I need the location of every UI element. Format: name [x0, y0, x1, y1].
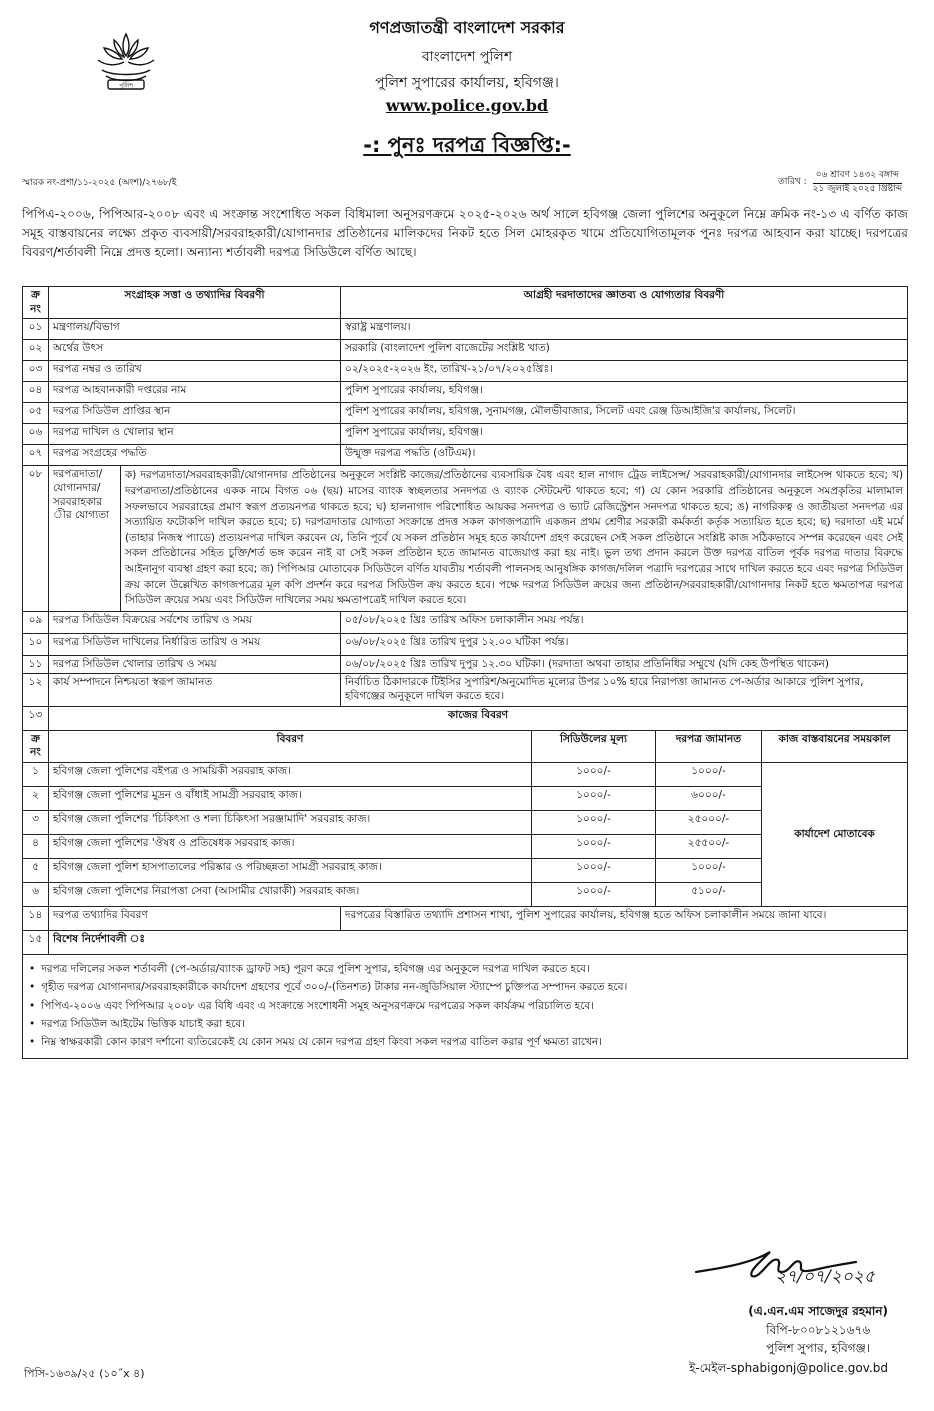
signatory-name: (এ.এন.এম সাজেদুর রহমান): [748, 1304, 888, 1318]
signatory-designation: পুলিশ সুপার, হবিগঞ্জ।: [766, 1341, 871, 1356]
government-name: গণপ্রজাতন্ত্রী বাংলাদেশ সরকার: [369, 18, 565, 37]
date-label: তারিখ :: [777, 176, 807, 187]
signatory-block: [748, 1302, 888, 1358]
bullet-icon: •: [29, 962, 36, 975]
work-header-row: ক্র নং বিবরণ সিডিউলের মূল্য দরপত্র জামানত কাজ বাস্তবায়নের সময়কাল: [23, 730, 908, 762]
table-row: ০৫ দরপত্র সিডিউল প্রাপ্তির স্থান পুলিশ সুপারের কার্যালয়, হবিগঞ্জ, সুনামগঞ্জ, মৌলভীবাজার, সিলেট এবং রেঞ্জ ডিআইজি'র কার্যালয়, সিলেট।: [23, 403, 908, 424]
table-row: ০৬ দরপত্র দাখিল ও খোলার স্থান পুলিশ সুপারের কার্যালয়, হবিগঞ্জ।: [23, 424, 908, 445]
work-item-row: ৩ হবিগঞ্জ জেলা পুলিশের 'চিকিৎসা ও শল্য চিকিৎসা সরঞ্জামাদি' সরবরাহ কাজ। ১০০০/- ২৫০০০/-: [23, 810, 908, 834]
work-item-row: ৪ হবিগঞ্জ জেলা পুলিশের 'ঔষধ ও প্রতিষেধক সরবরাহ কাজ। ১০০০/- ২৫৫০০/-: [23, 834, 908, 858]
work-period: কার্যাদেশ মোতাবেক: [762, 762, 908, 906]
table-row: ০১ মন্ত্রণালয়/বিভাগ স্বরাষ্ট্র মন্ত্রণালয়।: [23, 319, 908, 340]
instructions-row: [23, 954, 908, 1058]
table-row: ১৪ দরপত্র তথ্যাদির বিবরণ দরপত্রের বিস্তারিত তথ্যাদি প্রশাসন শাখা, পুলিশ সুপারের কার্যালয়, হবিগঞ্জ হতে অফিস চলাকালীন সময়ে জানা যাবে।: [23, 906, 908, 930]
work-item-row: ২ হবিগঞ্জ জেলা পুলিশের মুদ্রন ও বাঁধাই সামগ্রী সরবরাহ কাজ। ১০০০/- ৬০০০/-: [23, 786, 908, 810]
bullet-icon: •: [29, 981, 36, 994]
table-header-row: [23, 287, 908, 319]
work-item-row: ৫ হবিগঞ্জ জেলা পুলিশ হাসপাতালের পরিষ্কার ও পরিচ্ছন্নতা সামগ্রী সরবরাহ কাজ। ১০০০/- ১০০০/-: [23, 858, 908, 882]
list-item: • পিপিএ-২০০৬ এবং পিপিআর ২০০৮ এর বিধি এবং এ সংক্রান্তে সংশোধনী সমূহ অনুসরণক্রমে দরপত্রের সকল কার্যক্রম পরিচালিত হবে।: [29, 997, 901, 1015]
list-item: • দরপত্র সিডিউল আইটেম ভিত্তিক যাচাই করা হবে।: [29, 1015, 901, 1033]
instructions-title: বিশেষ নির্দেশাবলী ঃ: [49, 930, 908, 954]
notice-title: -: পুনঃ দরপত্র বিজ্ঞপ্তি:-: [363, 133, 571, 157]
bullet-icon: •: [29, 999, 36, 1012]
work-section-title: কাজের বিবরণ: [49, 706, 908, 730]
signatory-email[interactable]: ই-মেইল-sphabigonj@police.gov.bd: [689, 1361, 888, 1375]
work-item-row: ৬ হবিগঞ্জ জেলা পুলিশের নিরাপত্তা সেবা (আসামীর খোরাকী) সরবরাহ কাজ। ১০০০/- ৫১০০/-: [23, 882, 908, 906]
instructions-header-row: ১৫ বিশেষ নির্দেশাবলী ঃ: [23, 930, 908, 954]
bullet-icon: •: [29, 1036, 36, 1049]
col-entity: সংগ্রাহক সত্তা ও তথ্যাদির বিবরণী: [49, 287, 341, 319]
date-english: ২১ জুলাই ২০২৫ খ্রিষ্টাব্দ: [812, 183, 902, 194]
table-row: ১১ দরপত্র সিডিউল খোলার তারিখ ও সময় ০৬/০৮/২০২৫ খ্রিঃ তারিখ দুপুর ১২.৩০ ঘটিকা। (দরদাতা অথবা তাহার প্রতিনিধির সম্মুখে (যদি কেহ উপস্থিত থাকেন): [23, 655, 908, 674]
table-row: ০২ অর্থের উৎস সরকারি (বাংলাদেশ পুলিশ বাজেটের সংশ্লিষ্ট খাত): [23, 340, 908, 361]
col-details: আগ্রহী দরদাতাদের জ্ঞাতব্য ও যোগ্যতার বিবরণী: [341, 287, 908, 319]
table-row: ০৯ দরপত্র সিডিউল বিক্রয়ের সর্বশেষ তারিখ ও সময় ০৫/০৮/২০২৫ খ্রিঃ তারিখ অফিস চলাকালীন সময় পর্যন্ত।: [23, 611, 908, 633]
website-link[interactable]: www.police.gov.bd: [385, 96, 549, 115]
svg-text:পুলিশ: পুলিশ: [119, 82, 133, 90]
intro-paragraph: পিপিএ-২০০৬, পিপিআর-২০০৮ এবং এ সংক্রান্ত সংশোধিত সকল বিধিমালা অনুসরণক্রমে ২০২৫-২০২৬ অর্থ সালে হবিগঞ্জ জেলা পুলিশের অনুকূলে নিম্নে ক্রমিক নং-১৩ এ বর্ণিত কাজ সমূহ বাস্তবায়নের লক্ষ্যে প্রকৃত ব্যবসায়ী/সরবরাহকারী/যোগানদার প্রতিষ্ঠানের মালিকদের নিকট হতে সিল মোহরকৃত খামে প্রতিযোগিতামূলক পুনঃ দরপত্র আহবান করা যাচ্ছে। দরপত্রের বিবরণ/শর্তাবলী নিম্নে প্রদত্ত হলো। অন্যান্য শর্তাবলী দরপত্র সিডিউলে বর্ণিত আছে।: [22, 207, 908, 259]
signature-date: ২৭/০৭/২০২৫: [775, 1267, 875, 1287]
list-item: • গৃহীত দরপত্র যোগানদার/সরবরাহকারীকে কার্যাদেশ গ্রহণের পূর্বে ৩০০/-(তিনশত) টাকার নন-জুডিসিয়াল স্ট্যাম্পে চুক্তিপত্র সম্পাদন করতে হবে।: [29, 978, 901, 996]
table-row: ০৭ দরপত্র সংগ্রহের পদ্ধতি উন্মুক্ত দরপত্র পদ্ধতি (ওটিএম)।: [23, 445, 908, 466]
memo-number: স্মারক নং-প্রশা/১১-২০২৫ (অংশ)/২৭৬৮/ই: [22, 178, 177, 188]
tender-table: [22, 286, 908, 1059]
table-row: ০৪ দরপত্র আহবানকারী দপ্তরের নাম পুলিশ সুপারের কার্যালয়, হবিগঞ্জ।: [23, 382, 908, 403]
work-section-row: ১৩ কাজের বিবরণ: [23, 706, 908, 730]
table-row: ০৩ দরপত্র নম্বর ও তারিখ ০২/২০২৫-২০২৬ ইং, তারিখ-২১/০৭/২০২৫খ্রিঃ।: [23, 361, 908, 382]
print-code: পিসি-১৬৩৯/২৫ (১০˝x ৪): [24, 1367, 145, 1380]
qualification-label: দরপত্রদাতা/ যোগানদার/ সরবরাহকার ীর যোগ্যতা: [49, 466, 121, 611]
office-name: পুলিশ সুপারের কার্যালয়, হবিগঞ্জ।: [375, 75, 559, 91]
notice-date: [778, 170, 902, 195]
table-row: ১২ কার্য সম্পাদনে নিশ্চয়তা স্বরূপ জামানত নির্বাচিত ঠিকাদারকে টিইসির সুপারিশ/অনুমোদিত মূল্যের উপর ১০% হারে নিরাপত্তা জামানত পে-অর্ডার আকারে পুলিশ সুপার, হবিগঞ্জের অনুকূলে দাখিল করতে হবে।: [23, 674, 908, 706]
table-row: ১০ দরপত্র সিডিউল দাখিলের নির্ধারিত তারিখ ও সময় ০৬/০৮/২০২৫ খ্রিঃ তারিখ দুপুর ১২.০০ ঘটিকা পর্যন্ত।: [23, 633, 908, 655]
work-item-row: ১ হবিগঞ্জ জেলা পুলিশের বইপত্র ও সাময়িকী সরবরাহ কাজ। ১০০০/- ১০০০/- কার্যাদেশ মোতাবেক: [23, 762, 908, 786]
table-row-qualification: ০৮ দরপত্রদাতা/ যোগানদার/ সরবরাহকার ীর যোগ্যতা ক) দরপত্রদাতা/সরবরাহকারী/যোগানদার প্রতিষ্ঠানের অনুকূলে সংশ্লিষ্ট কাজের/প্রতিষ্ঠানের ব্যবসায়িক বৈধ এবং হাল নাগাদ ট্রেড লাইসেন্স/ সরবরাহকারী/যোগানদার লাইসেন্স থাকতে হবে; খ) দরপত্রদাতা/প্রতিষ্ঠানের একক নামে বিগত ০৬ (ছয়) মাসের ব্যাংক স্বচ্ছলতার সনদপত্র ও ব্যাংক স্টেটমেন্ট থাকতে হবে; গ) যে কোন সরকারি প্রতিষ্ঠানের অনুকূলে সমপ্রকৃতির মালামাল সফলভাবে সরবরাহের প্রমাণ স্বরূপ প্রত্যয়নপত্র থাকতে হবে; ঘ) হালনাগাদ পরিশোধিত আয়কর সনদপত্র ও ভ্যাট রেজিস্ট্রেশন সনদপত্র থাকতে হবে; ঙ) নাগরিকত্ব ও জাতীয়তা সনদপত্র এর সত্যায়িত ফটোকপি দাখিল করতে হবে; চ) দরপত্রদাতার যোগ্যতা সংক্রান্তে প্রদত্ত সকল কাগজপত্রাদি একজন প্রথম শ্রেণীর সরকারী কর্মকর্তা কর্তৃক সত্যায়িত হতে হবে; ছ) দরদাতা এই মর্মে (তাহার নিজস্ব প্যাডে) প্রত্যয়নপত্র দাখিল করবেন যে, তিনি পূর্বে যে সকল প্রতিষ্ঠান সমূহ হতে কার্যাদেশ গ্রহণ করেছেন সেই সকল প্রতিষ্ঠানে সংশ্লিষ্ট কাজ সঠিকভাবে সম্পন্ন করেছেন এবং সেই সকল প্রতিষ্ঠানের সহিত চুক্তি/শর্ত ভঙ্গ করেন নাই বা সেই সকল প্রতিষ্ঠান হতে জামানত বাজেয়াপ্ত করা হয় নাই। ভুল তথ্য প্রদান করলে উক্ত দরপত্র বাতিল পূর্বক দরপত্র দাতার বিরুদ্ধে আইনানুগ ব্যবস্থা গ্রহণ করা হবে; জ) পিপিআর মোতাবেক সিডিউলে বর্ণিত যাবতীয় শর্তাবলী পালনসহ আনুষঙ্গিক কাগজ/দলিল পত্রাদি দরপত্রের সাথে দাখিল করতে হবে এবং দরপত্র সিডিউল ক্রয় কালে উল্লেখিত কাগজপত্রের মূল কপি প্রদর্শন করে দরপত্র সিডিউল ক্রয় করতে হবে। পক্ষে দরপত্র সিডিউল ক্রয়ের জন্য প্রতিষ্ঠান/সরবরাহকারী/যোগানদার নিকট হতে ক্ষমতাপত্র দরপত্র সিডিউল ক্রয়ের সময় এবং সিডিউল দাখিলের সময় ক্ষমতাপত্রেই দাখিল করতে হবে।: [23, 466, 908, 611]
col-serial: ক্র নং: [23, 287, 49, 319]
list-item: • দরপত্র দলিলের সকল শর্তাবলী (পে-অর্ডার/ব্যাংক ড্রাফট সহ) পূরণ করে পুলিশ সুপার, হবিগঞ্জ এর অনুকূলে দরপত্র দাখিল করতে হবে।: [29, 960, 901, 978]
department-name: বাংলাদেশ পুলিশ: [421, 49, 513, 65]
instructions-list: [23, 954, 908, 1058]
bullet-icon: •: [29, 1018, 36, 1031]
date-bangla: ০৬ শ্রাবণ ১৪৩২ বঙ্গাব্দ: [813, 170, 902, 184]
signatory-bp: বিপি-৮০০৮১২১৬৭৬: [766, 1322, 871, 1337]
list-item: • নিম্ন স্বাক্ষরকারী কোন কারণ দর্শানো ব্যতিরেকেই যে কোন সময় যে কোন দরপত্র গ্রহণ কিংবা সকল দরপত্র বাতিল করার পূর্ণ ক্ষমতা রাখেন।: [29, 1033, 901, 1051]
qualification-text: ক) দরপত্রদাতা/সরবরাহকারী/যোগানদার প্রতিষ্ঠানের অনুকূলে সংশ্লিষ্ট কাজের/প্রতিষ্ঠানের ব্যবসায়িক বৈধ এবং হাল নাগাদ ট্রেড লাইসেন্স/ সরবরাহকারী/যোগানদার লাইসেন্স থাকতে হবে; খ) দরপত্রদাতা/প্রতিষ্ঠানের একক নামে বিগত ০৬ (ছয়) মাসের ব্যাংক স্বচ্ছলতার সনদপত্র ও ব্যাংক স্টেটমেন্ট থাকতে হবে; গ) যে কোন সরকারি প্রতিষ্ঠানের অনুকূলে সমপ্রকৃতির মালামাল সফলভাবে সরবরাহের প্রমাণ স্বরূপ প্রত্যয়নপত্র থাকতে হবে; ঘ) হালনাগাদ পরিশোধিত আয়কর সনদপত্র ও ভ্যাট রেজিস্ট্রেশন সনদপত্র থাকতে হবে; ঙ) নাগরিকত্ব ও জাতীয়তা সনদপত্র এর সত্যায়িত ফটোকপি দাখিল করতে হবে; চ) দরপত্রদাতার যোগ্যতা সংক্রান্তে প্রদত্ত সকল কাগজপত্রাদি একজন প্রথম শ্রেণীর সরকারী কর্মকর্তা কর্তৃক সত্যায়িত হতে হবে; ছ) দরদাতা এই মর্মে (তাহার নিজস্ব প্যাডে) প্রত্যয়নপত্র দাখিল করবেন যে, তিনি পূর্বে যে সকল প্রতিষ্ঠান সমূহ হতে কার্যাদেশ গ্রহণ করেছেন সেই সকল প্রতিষ্ঠানে সংশ্লিষ্ট কাজ সঠিকভাবে সম্পন্ন করেছেন এবং সেই সকল প্রতিষ্ঠানের সহিত চুক্তি/শর্ত ভঙ্গ করেন নাই বা সেই সকল প্রতিষ্ঠান হতে জামানত বাজেয়াপ্ত করা হয় নাই। ভুল তথ্য প্রদান করলে উক্ত দরপত্র বাতিল পূর্বক দরপত্র দাতার বিরুদ্ধে আইনানুগ ব্যবস্থা গ্রহণ করা হবে; জ) পিপিআর মোতাবেক সিডিউলে বর্ণিত যাবতীয় শর্তাবলী পালনসহ আনুষঙ্গিক কাগজ/দলিল পত্রাদি দরপত্রের সাথে দাখিল করতে হবে এবং দরপত্র সিডিউল ক্রয় কালে উল্লেখিত কাগজপত্রের মূল কপি প্রদর্শন করে দরপত্র সিডিউল ক্রয় করতে হবে। পক্ষে দরপত্র সিডিউল ক্রয়ের জন্য প্রতিষ্ঠান/সরবরাহকারী/যোগানদার নিকট হতে ক্ষমতাপত্র দরপত্র সিডিউল ক্রয়ের সময় এবং সিডিউল দাখিলের সময় ক্ষমতাপত্রেই দাখিল করতে হবে।: [121, 466, 908, 611]
